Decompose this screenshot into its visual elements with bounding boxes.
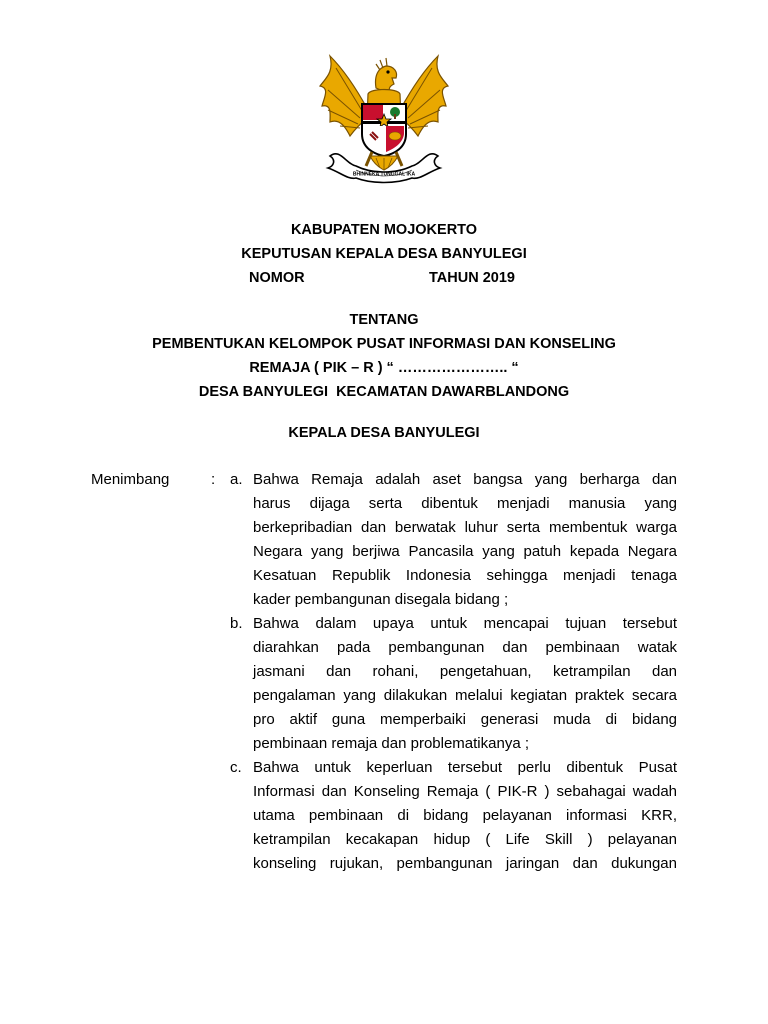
text-line: Kesatuan Republik Indonesia sehingga menjadi tenaga bbox=[253, 567, 677, 584]
item-text bbox=[253, 756, 677, 876]
text-line: jasmani dan rohani, pengetahuan, ketrampilan dan bbox=[253, 663, 677, 680]
item-text bbox=[253, 468, 677, 612]
regency-name: KABUPATEN MOJOKERTO bbox=[290, 222, 478, 238]
text-line: kader pembangunan disegala bidang ; bbox=[253, 591, 509, 608]
year-label: TAHUN 2019 bbox=[429, 270, 515, 286]
text-line: diarahkan pada pembangunan dan pembinaan watak bbox=[253, 639, 677, 656]
decree-subject bbox=[0, 308, 768, 404]
text-line: Bahwa untuk keperluan tersebut perlu dibentuk Pusat bbox=[253, 759, 677, 776]
item-letter: a. bbox=[230, 471, 243, 488]
text-line: pro aktif guna memperbaiki generasi muda di bidang bbox=[253, 711, 677, 728]
emblem-motto: BHINNEKA TUNGGAL IKA bbox=[352, 171, 416, 178]
text-line: Bahwa Remaja adalah aset bangsa yang berharga dan bbox=[253, 471, 677, 488]
text-line: pengalaman yang dilakukan melalui kegiatan praktek secara bbox=[253, 687, 677, 704]
text-line: utama pembinaan di bidang pelayanan informasi KRR, bbox=[253, 807, 677, 824]
text-line: pembinaan remaja dan problematikanya ; bbox=[253, 735, 529, 752]
item-text bbox=[253, 612, 677, 756]
subject-line-3: DESA BANYULEGI KECAMATAN DAWARBLANDONG bbox=[198, 384, 570, 400]
subject-about: TENTANG bbox=[349, 312, 419, 328]
issuing-authority bbox=[0, 421, 768, 445]
text-line: Informasi dan Konseling Remaja ( PIK-R ) sebahagai wadah bbox=[253, 783, 677, 800]
text-line: berkepribadian dan berwatak luhur serta membentuk warga bbox=[253, 519, 677, 536]
subject-line-1: PEMBENTUKAN KELOMPOK PUSAT INFORMASI DAN KONSELING bbox=[152, 336, 616, 352]
text-line: ketrampilan kecakapan hidup ( Life Skill ) pelayanan bbox=[253, 831, 677, 848]
text-line: harus dijaga serta dibentuk menjadi manusia yang bbox=[253, 495, 677, 512]
considering-label: Menimbang bbox=[91, 471, 170, 488]
decree-title: KEPUTUSAN KEPALA DESA BANYULEGI bbox=[241, 246, 527, 262]
authority-title: KEPALA DESA BANYULEGI bbox=[288, 425, 480, 441]
subject-line-2: REMAJA ( PIK – R ) “ ………………….. “ bbox=[249, 360, 519, 376]
item-letter: c. bbox=[230, 759, 242, 776]
text-line: Bahwa dalam upaya untuk mencapai tujuan tersebut bbox=[253, 615, 677, 632]
text-line: konseling rujukan, pembangunan jaringan dan dukungan bbox=[253, 855, 677, 872]
number-label: NOMOR bbox=[249, 270, 305, 286]
decree-header bbox=[0, 218, 768, 290]
considering-colon: : bbox=[211, 471, 216, 488]
decree-number-line bbox=[0, 266, 768, 290]
text-line: Negara yang berjiwa Pancasila yang patuh kepada Negara bbox=[253, 543, 677, 560]
garuda-pancasila-emblem bbox=[316, 48, 452, 190]
item-letter: b. bbox=[230, 615, 243, 632]
